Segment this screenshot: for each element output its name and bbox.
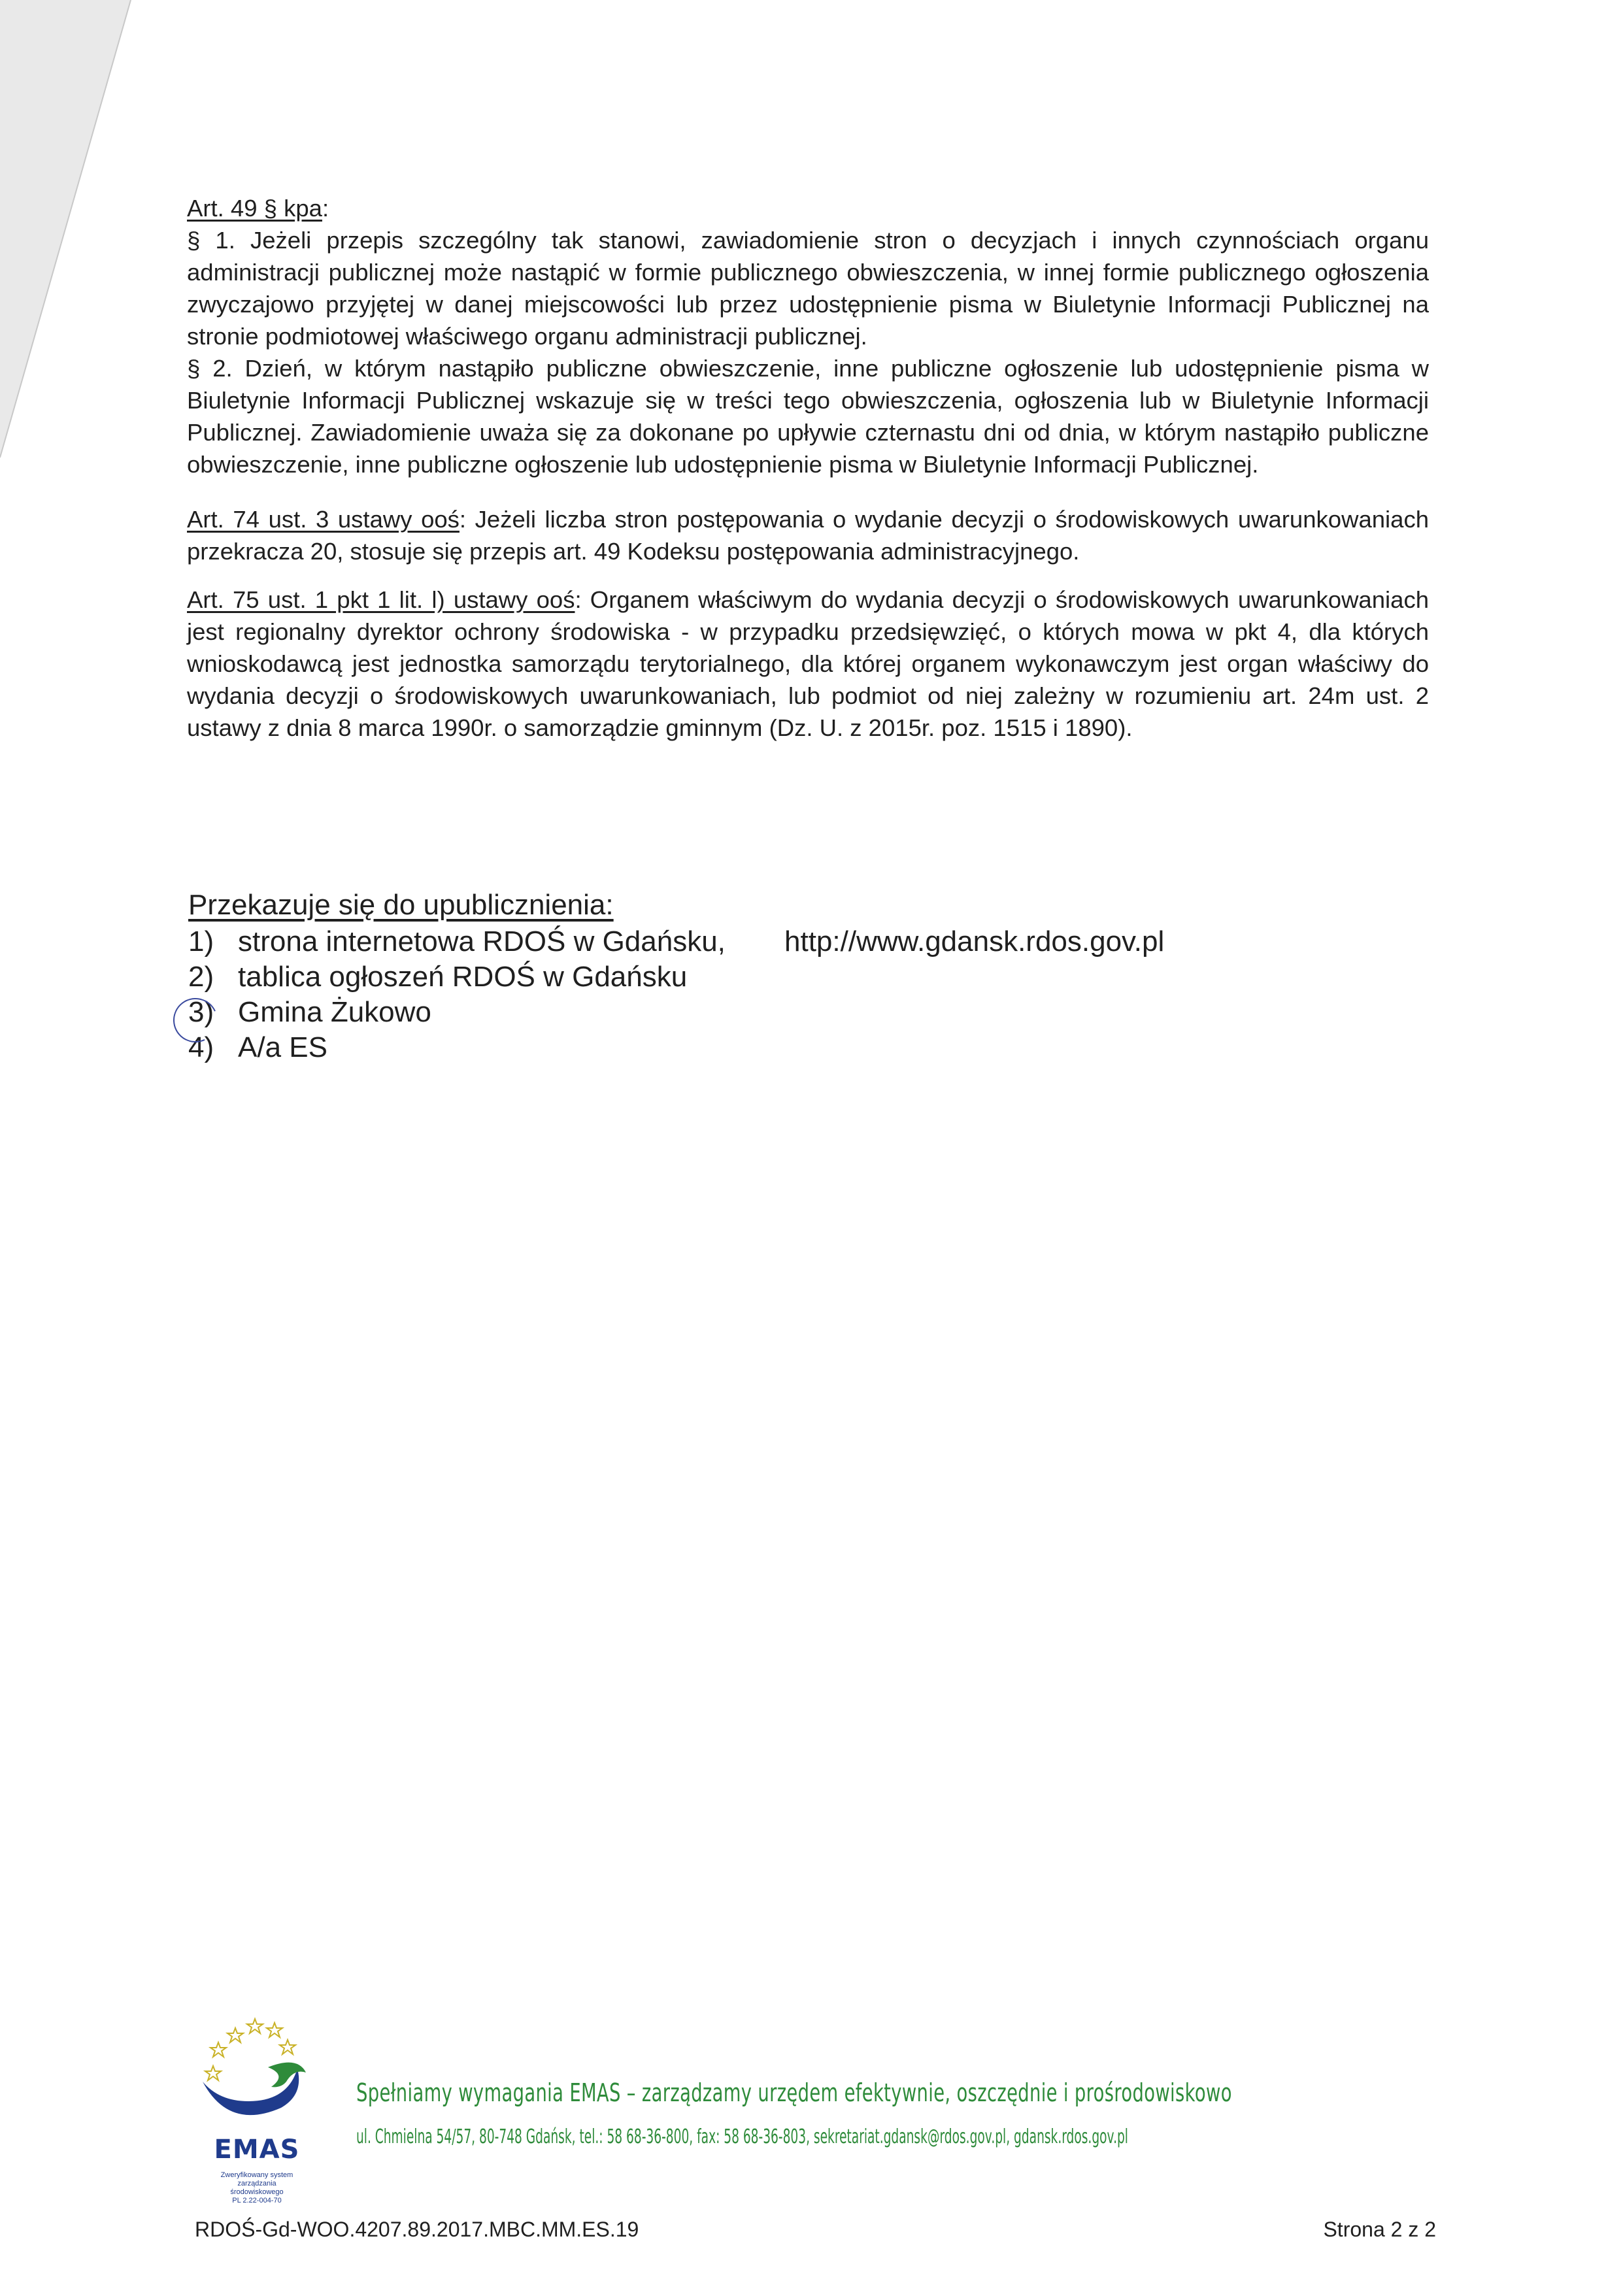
- publication-heading: Przekazuje się do upublicznienia:: [188, 889, 614, 921]
- publication-item-text: A/a ES: [238, 1031, 327, 1063]
- article-49-heading: [187, 192, 1429, 224]
- article-49-paragraph-2: § 2. Dzień, w którym nastąpiło publiczne obwieszczenie, inne publiczne ogłoszenie lub udostępnienie pisma w Biuletynie Informacji Publicznej wskazuje się w treści tego obwieszczenia, ogłoszenia lub w Biuletynie Informacji Publicznej. Zawiadomienie uważa się za dokonane po upływie czternastu dni od dnia, w którym nastąpiło publiczne obwieszczenie, inne publiczne ogłoszenie lub udostępnienie pisma w Biuletynie Informacji Publicznej.: [187, 355, 1429, 478]
- emas-sub-line: zarządzania: [237, 2180, 276, 2188]
- article-49-paragraph-1: § 1. Jeżeli przepis szczególny tak stanowi, zawiadomienie stron o decyzjach i innych czynnościach organu administracji publicznej może nastąpić w formie publicznego obwieszczenia, w innej formie publicznego ogłoszenia zwyczajowo przyjętej w danej miejscowości lub przez udostępnienie pisma w Biuletynie Informacji Publicznej na stronie podmiotowej właściwego organu administracji publicznej.: [187, 227, 1429, 350]
- publication-item-text: Gmina Żukowo: [238, 996, 431, 1028]
- case-reference-number: RDOŚ-Gd-WOO.4207.89.2017.MBC.MM.ES.19: [195, 2218, 639, 2241]
- emas-slogan: Spełniamy wymagania EMAS – zarządzamy urzędem efektywnie, oszczędnie i prośrodowiskowo: [356, 2078, 1232, 2107]
- article-49-title: Art. 49 § kpa: [187, 195, 322, 222]
- article-49-colon: :: [322, 195, 329, 222]
- star-icon: [280, 2040, 295, 2054]
- scan-shadow-edge: [0, 0, 144, 471]
- office-address: ul. Chmielna 54/57, 80-748 Gdańsk, tel.: 58 68-36-800, fax: 58 68-36-803, sekretariat.gdansk@rdos.gov.pl, gdansk.rdos.gov.pl: [356, 2125, 1128, 2148]
- star-icon: [227, 2028, 243, 2042]
- emas-logo-text: EMAS: [214, 2135, 300, 2165]
- publication-item-number: 3): [188, 996, 214, 1028]
- article-75-text: : Organem właściwym do wydania decyzji o środowiskowych uwarunkowaniach jest regionalny dyrektor ochrony środowiska - w przypadku przedsięwzięć, o których mowa w pkt 4, dla których wnioskodawcą jest jednostka samorządu terytorialnego, dla której organem wykonawczym jest organ właściwy do wydania decyzji o środowiskowych uwarunkowaniach, lub podmiot od niej zależny w rozumieniu art. 24m ust. 2 ustawy z dnia 8 marca 1990r. o samorządzie gminnym (Dz. U. z 2015r. poz. 1515 i 1890).: [187, 586, 1429, 741]
- star-icon: [247, 2019, 263, 2033]
- publication-item-text: strona internetowa RDOŚ w Gdańsku,: [238, 925, 726, 957]
- publication-item-number: 4): [188, 1031, 214, 1063]
- article-74-text: : Jeżeli liczba stron postępowania o wydanie decyzji o środowiskowych uwarunkowaniach przekracza 20, stosuje się przepis art. 49 Kodeksu postępowania administracyjnego.: [187, 506, 1429, 565]
- article-74-block: [187, 503, 1429, 567]
- article-75-block: [187, 584, 1429, 744]
- star-icon: [205, 2066, 221, 2080]
- article-74-reference: Art. 74 ust. 3 ustawy ooś: [187, 506, 460, 533]
- star-icon: [210, 2042, 226, 2057]
- rdos-website-link[interactable]: http://www.gdansk.rdos.gov.pl: [784, 925, 1165, 957]
- article-75-reference: Art. 75 ust. 1 pkt 1 lit. l) ustawy ooś: [187, 586, 575, 613]
- article-49-block: [187, 192, 1429, 480]
- publication-item-number: 1): [188, 925, 214, 957]
- publication-item-text: tablica ogłoszeń RDOŚ w Gdańsku: [238, 961, 688, 993]
- emas-sub-line: PL 2.22-004-70: [232, 2197, 282, 2204]
- emas-verification-text: [201, 2171, 312, 2205]
- star-icon: [267, 2023, 282, 2037]
- emas-sub-line: środowiskowego: [230, 2188, 284, 2196]
- publication-item-number: 2): [188, 961, 214, 993]
- emas-sub-line: Zweryfikowany system: [220, 2171, 293, 2179]
- page-number: Strona 2 z 2: [1323, 2218, 1436, 2241]
